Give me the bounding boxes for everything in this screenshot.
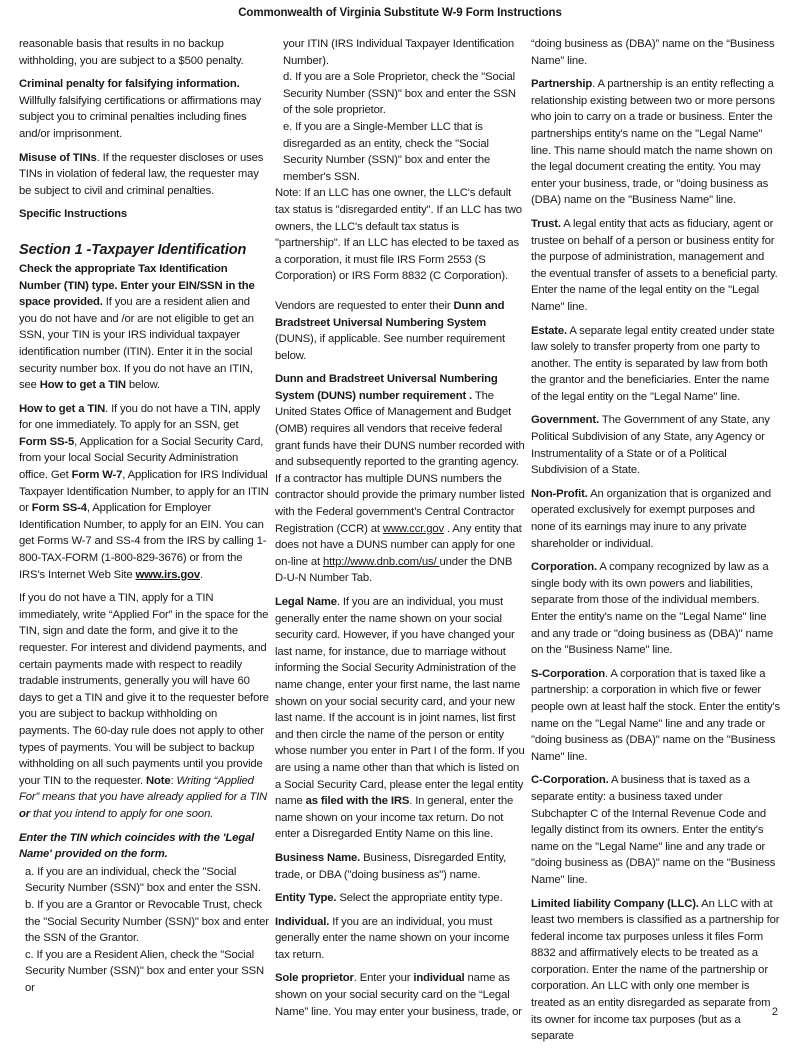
term-label: C-Corporation. (531, 774, 609, 787)
list-item-c: c. If you are a Resident Alien, check the "Social Security Number (SSN)" box and enter your SSN or (25, 948, 264, 994)
term-label: Business Name. (275, 851, 361, 864)
term-label: Partnership (531, 78, 593, 91)
column-right (531, 36, 781, 1052)
paragraph-llc-note: Note: If an LLC has one owner, the LLC's default tax status is "disregarded entity". If an LLC has two owners, the LLC's default tax status is "partnership". If an LLC has elected to be taxed as a corporation, it must file IRS Form 2553 (S Corporation) or IRS Form 8832 (C Corporation). (275, 187, 522, 283)
paragraph-dba-continued: “doing business as (DBA)” name on the “Business Name” line. (531, 38, 775, 67)
paragraph-individual: Individual. If you are an individual, you must generally enter the name shown on your income tax return. (275, 915, 510, 961)
ccr-website-link[interactable]: www.ccr.gov (382, 522, 444, 535)
paragraph-trust: Trust. A legal entity that acts as fiduciary, agent or trustee on behalf of a person or business entity for the purpose of administration, management and the eventual transfer of assets to a beneficial party. Enter the name of the legal entity on the "Legal Name" line. (531, 217, 778, 313)
term-label: S-Corporation (531, 667, 605, 680)
paragraph-partnership: Partnership. A partnership is an entity reflecting a relationship existing between two or more persons who join to carry on a trade or business. Enter the partnerships entity's name on the "Legal Name" line. This name should match the name shown on the legal document creating the entity. You may enter your business, trade, or "doing business as (DBA) name on the "Business Name" line. (531, 78, 775, 207)
column-left (19, 36, 269, 996)
term-label: Misuse of TINs (19, 151, 97, 164)
term-label: Sole proprietor (275, 972, 354, 985)
term-label: Limited liability Company (LLC). (531, 897, 699, 910)
paragraph-criminal-penalty: Criminal penalty for falsifying information. Willfully falsifying certifications or affirmations may subject you to criminal penalties including fines and/or imprisonment. (19, 78, 262, 140)
list-item-c-continued: your ITIN (IRS Individual Taxpayer Identification Number). (283, 38, 515, 67)
paragraph-c-corporation: C-Corporation. A business that is taxed as a separate entity: a business taxed under Subchapter C of the Internal Revenue Code and legally distinct from its owners. Enter the entity's name on the "Legal Name" line and any trade or "doing business as (DBA)" name on the "Business Name" line. (531, 774, 776, 886)
page-number: 2 (771, 1006, 778, 1018)
paragraph-non-profit: Non-Profit. An organization that is organized and operated exclusively for exempt purposes and none of its earnings may inure to any private shareholder or individual. (531, 487, 772, 550)
paragraph-government: Government. The Government of any State, any Political Subdivision of any State, any Agency or Instrumentality of a State or of a Political Subdivision of a State. (531, 414, 770, 477)
column-middle (275, 36, 526, 1027)
dnb-website-link[interactable]: http://www.dnb.com/us/ (322, 555, 440, 568)
specific-instructions-heading: Specific Instructions (19, 208, 127, 221)
paragraph-how-to-get-tin: How to get a TIN. If you do not have a TIN, apply for one immediately. To apply for an SSN, get Form SS-5, Application for a Social Security Card, from your local Social Security Administration office. Get Form W-7, Application for IRS Individual Taxpayer Identification Number, to apply for an ITIN or Form SS-4, Application for Employer Identification Number, to apply for an EIN. You can get Forms W-7 and SS-4 from the IRS by calling 1-800-TAX-FORM (1-800-829-3676) or from the IRS’s Internet Web Site www.irs.gov. (19, 402, 269, 581)
enter-tin-heading: Enter the TIN which coincides with the 'Legal Name' provided on the form. (19, 831, 255, 861)
paragraph-legal-name: Legal Name. If you are an individual, you must generally enter the name shown on your social security card. However, if you have changed your last name, for instance, due to marriage without informing the Social Security Administration of the name change, enter your first name, the last name shown on your social security card, and your new last name. If the account is in joint names, list first and then circle the name of the person or entity whose number you enter in Part I of the form. If you are using a name other than that which is listed on a Social Security Card, please enter the legal entity name as filed with the IRS. In general, enter the name shown on your income tax return. Do not enter a Disregarded Entity Name on this line. (275, 596, 525, 841)
paragraph-estate: Estate. A separate legal entity created under state law solely to transfer property from one party to another. The entity is separated by law from both the grantor and the beneficiaries. Enter the name of the legal entity on the "Legal Name" line. (531, 324, 775, 403)
how-to-get-tin-ref: How to get a TIN (39, 379, 126, 392)
paragraph-backup-penalty: reasonable basis that results in no backup withholding, you are subject to a $500 penalty. (19, 38, 244, 67)
term-label: Individual. (275, 915, 330, 928)
paragraph-applied-for: If you do not have a TIN, apply for a TIN immediately, write “Applied For” in the space for the TIN, sign and date the form, and give it to the requester. For interest and dividend payments, and certain payments made with respect to readily tradable instruments, generally you will have 60 days to get a TIN and give it to the requester before you are subject to backup withholding on payments. The 60-day rule does not apply to other types of payments. You will be subject to backup withholding on all such payments until you provide your TIN to the requester. Note: Writing “Applied For” means that you have already applied for a TIN or that you intend to apply for one soon. (19, 592, 269, 820)
term-label: Estate. (531, 324, 567, 337)
list-item-d: d. If you are a Sole Proprietor, check the "Social Security Number (SSN)" box and enter the SSN of the sole proprietor. (283, 71, 516, 117)
paragraph-duns-requirement: Dunn and Bradstreet Universal Numbering System (DUNS) number requirement . The United States Office of Management and Budget (OMB) requires all vendors that receive federal grant funds have their DUNS number recorded with and subsequently reported to the granting agency. If a contractor has multiple DUNS numbers the contractor should provide the primary number listed with the Federal government’s Central Contractor Registration (CCR) at www.ccr.gov . Any entity that does not have a DUNS number can apply for one on-line at http://www.dnb.com/us/ under the DNB D-U-N Number Tab. (275, 373, 525, 585)
term-label: Legal Name (275, 596, 337, 608)
paragraph-misuse-tins: Misuse of TINs. If the requester discloses or uses TINs in violation of federal law, the requester may be subject to civil and criminal penalties. (19, 151, 264, 197)
term-label: Government. (531, 414, 600, 427)
paragraph-corporation: Corporation. A company recognized by law as a single body with its own powers and liabilities, separate from those of the individual members. Enter the entity's name on the "Legal Name" line and any trade or "doing business as (DBA)" name on the "Business Name" line. (531, 561, 774, 657)
term-label: Trust. (531, 217, 561, 230)
list-item-e: e. If you are a Single-Member LLC that is disregarded as an entity, check the "Social Security Number (SSN)" box and enter the member's SSN. (283, 120, 491, 183)
paragraph-llc: Limited liability Company (LLC). An LLC with at least two members is classified as a partnership for federal income tax purposes unless it files Form 8832 and affirmatively elects to be treated as a corporation. Enter the name of the partnership or corporation. An LLC with only one member is treated as an entity disregarded as separate from its owner for income tax purposes (but as a separate (531, 897, 780, 1043)
list-item-a: a. If you are an individual, check the "Social Security Number (SSN)" box and enter the SSN. (25, 865, 261, 895)
paragraph-entity-type: Entity Type. Select the appropriate entity type. (275, 892, 503, 905)
section-heading: Section 1 -Taxpayer Identification (19, 241, 247, 258)
irs-website-link[interactable]: www.irs.gov (135, 568, 201, 581)
paragraph-s-corporation: S-Corporation. A corporation that is taxed like a partnership: a corporation in which five or fewer people own at least half the stock. Enter the entity's name on the "Legal Name" line and any trade or "doing business as (DBA)" name on the "Business Name" line. (531, 667, 781, 763)
term-label: How to get a TIN (19, 402, 106, 415)
term-label: Corporation. (531, 561, 597, 574)
paragraph-check-tin: Check the appropriate Tax Identification Number (TIN) type. Enter your EIN/SSN in the space provided. If you are a resident alien and you do not have and /or are not eligible to get an SSN, your TIN is your IRS individual taxpayer identification number (ITIN). Enter it in the social security number box. If you do not have an ITIN, see How to get a TIN below. (19, 262, 255, 392)
page-title: Commonwealth of Virginia Substitute W-9 Form Instructions (238, 7, 562, 19)
list-item-b: b. If you are a Grantor or Revocable Trust, check the "Social Security Number (SSN)" box and enter the SSN of the Grantor. (25, 898, 269, 945)
term-label: Entity Type. (275, 892, 337, 905)
term-label: Criminal penalty for falsifying information. (19, 78, 240, 91)
paragraph-sole-proprietor: Sole proprietor. Enter your individual name as shown on your social security card on the “Legal Name” line. You may enter your business, trade, or (275, 972, 522, 1018)
paragraph-business-name: Business Name. Business, Disregarded Entity, trade, or DBA ("doing business as") name. (275, 851, 507, 881)
term-label: Non-Profit. (531, 487, 588, 500)
term-label: Dunn and Bradstreet Universal Numbering System (DUNS) number requirement . (275, 373, 498, 402)
paragraph-vendors-duns: Vendors are requested to enter their Dunn and Bradstreet Universal Numbering System (DUNS), if applicable. See number requirement below. (275, 299, 505, 362)
